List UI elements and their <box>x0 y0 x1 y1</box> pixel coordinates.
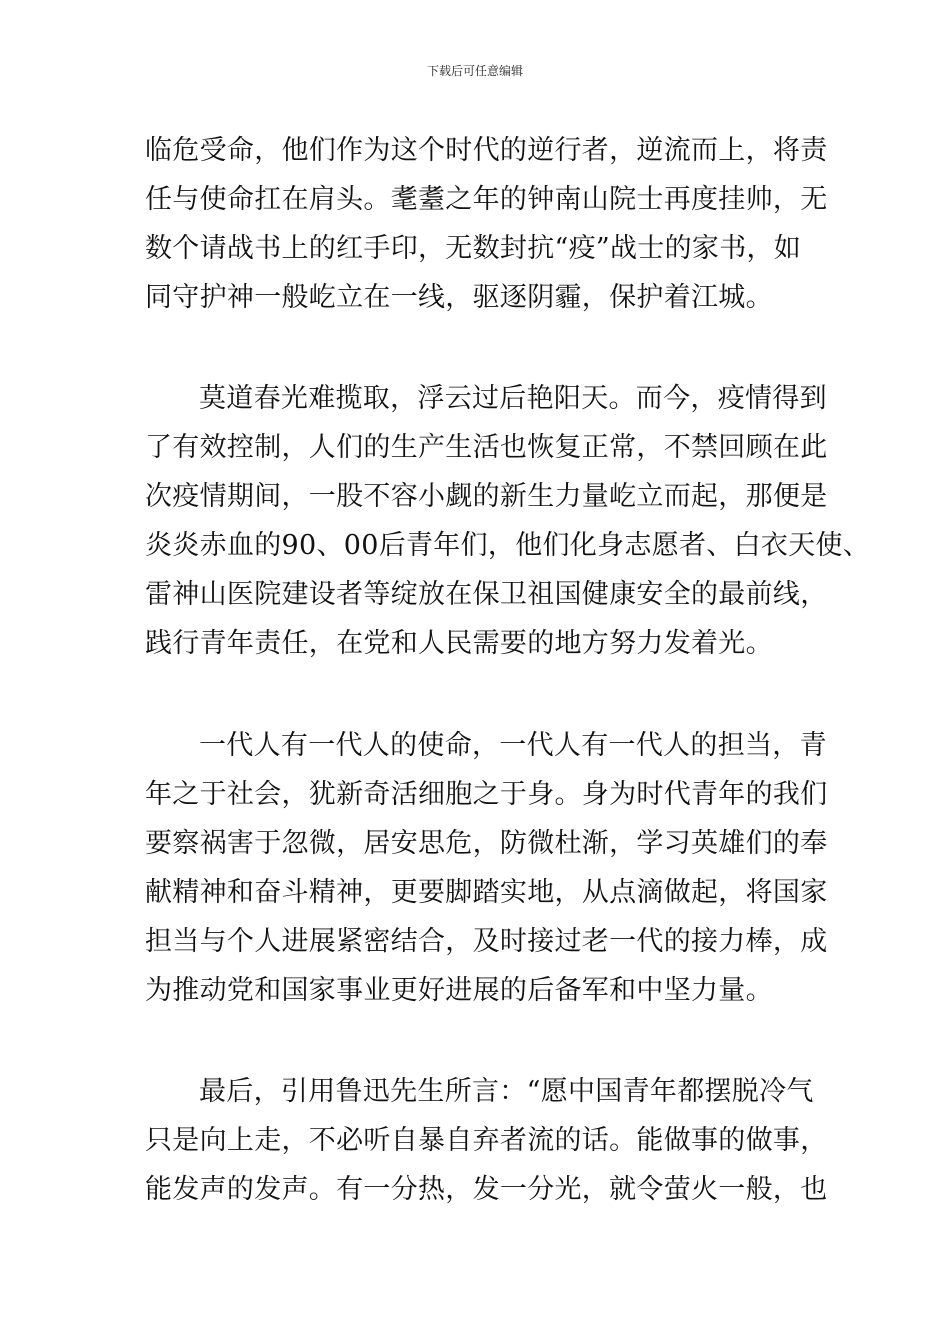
text-line: 为推动党和国家事业更好进展的后备军和中坚力量。 <box>145 975 773 1006</box>
text-line: 只是向上走，不必听自暴自弃者流的话。能做事的做事， <box>145 1125 828 1156</box>
text-line: 担当与个人进展紧密结合，及时接过老一代的接力棒，成 <box>145 926 828 957</box>
text-line: 莫道春光难揽取，浮云过后艳阳天。而今，疫情得到 <box>199 383 827 414</box>
text-line: 能发声的发声。有一分热，发一分光，就令萤火一般，也 <box>145 1174 828 1205</box>
paragraph-3 <box>145 721 828 1015</box>
text-line: 献精神和奋斗精神，更要脚踏实地，从点滴做起，将国家 <box>145 877 828 908</box>
text-line: 了有效控制，人们的生产生活也恢复正常，不禁回顾在此 <box>145 432 828 463</box>
text-line: 最后，引用鲁迅先生所言：“愿中国青年都摆脱冷气 <box>199 1076 814 1107</box>
paragraph-2 <box>145 374 870 668</box>
text-line: 年之于社会，犹新奇活细胞之于身。身为时代青年的我们 <box>145 779 828 810</box>
text-line: 数个请战书上的红手印，无数封抗“疫”战士的家书，如 <box>145 233 802 264</box>
text-line: 任与使命扛在肩头。耄耋之年的钟南山院士再度挂帅，无 <box>145 184 828 215</box>
text-line: 同守护神一般屹立在一线，驱逐阴霾，保护着江城。 <box>145 282 773 313</box>
page-header: 下载后可任意编辑 <box>426 64 523 78</box>
paragraph-1 <box>145 126 828 322</box>
text-line: 践行青年责任，在党和人民需要的地方努力发着光。 <box>145 628 773 659</box>
text-line: 雷神山医院建设者等绽放在保卫祖国健康安全的最前线， <box>145 579 828 610</box>
text-line: 炎炎赤血的90、00后青年们，他们化身志愿者、白衣天使、 <box>145 530 871 561</box>
text-line: 要察祸害于忽微，居安思危，防微杜渐，学习英雄们的奉 <box>145 828 828 859</box>
text-line: 次疫情期间，一股不容小觑的新生力量屹立而起，那便是 <box>145 481 828 512</box>
paragraph-4 <box>145 1067 828 1214</box>
text-line: 一代人有一代人的使命，一代人有一代人的担当，青 <box>199 730 827 761</box>
text-line: 临危受命，他们作为这个时代的逆行者，逆流而上，将责 <box>145 135 828 166</box>
